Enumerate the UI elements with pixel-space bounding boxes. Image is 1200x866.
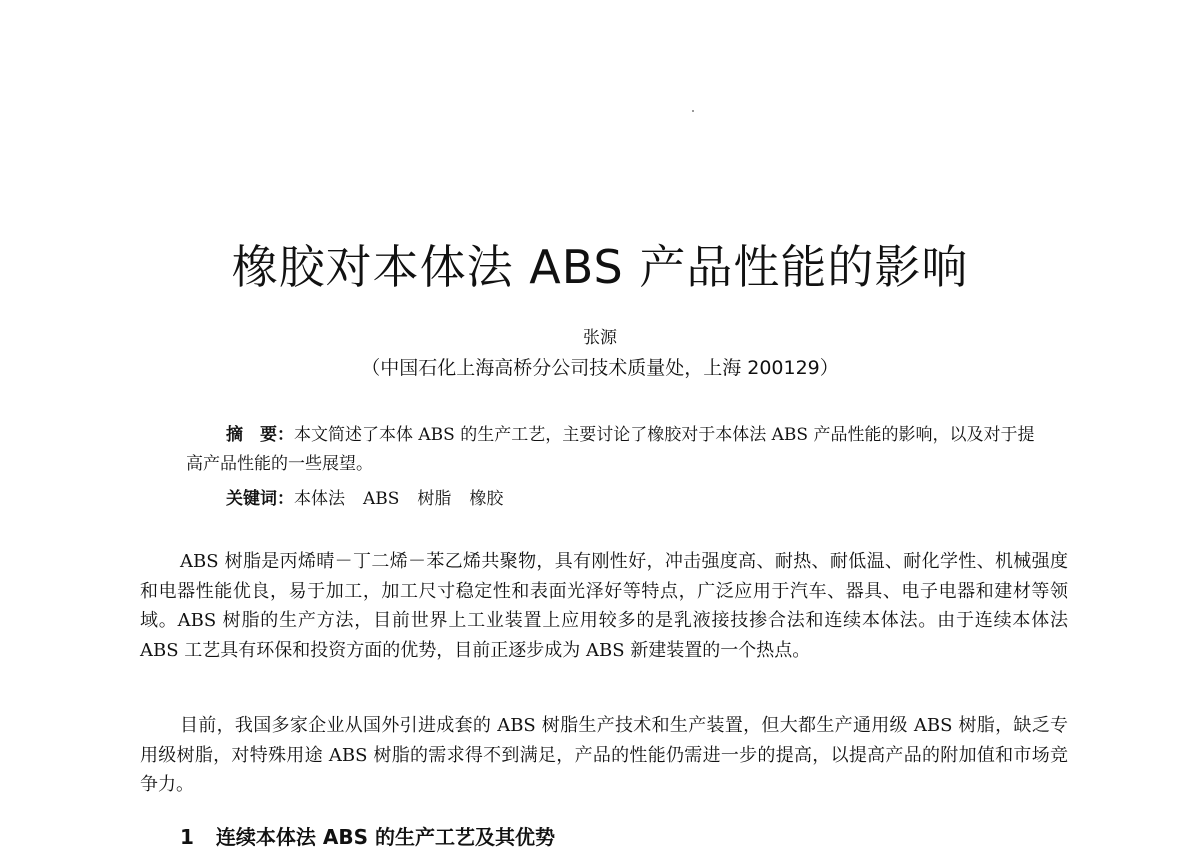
abstract-label: 摘 要： (226, 425, 294, 445)
author-affiliation: （中国石化上海高桥分公司技术质量处，上海 200129） (361, 357, 839, 379)
keyword-item: ABS (363, 489, 400, 509)
keyword-item: 本体法 (294, 489, 345, 509)
body-paragraph-2: 目前，我国多家企业从国外引进成套的 ABS 树脂生产技术和生产装置，但大都生产通用级 ABS 树脂，缺乏专用级树脂，对特殊用途 ABS 树脂的需求得不到满足，产品的性能仍需进一步的提高，以提高产品的附加值和市场竞争力。 (140, 715, 1068, 795)
keywords-label: 关键词： (226, 489, 294, 509)
keywords (226, 485, 1026, 514)
paper-title: 橡胶对本体法 ABS 产品性能的影响 (231, 240, 969, 294)
keyword-item: 树脂 (417, 489, 452, 509)
abstract (186, 421, 1038, 479)
body-paragraph-1: ABS 树脂是丙烯晴－丁二烯－苯乙烯共聚物，具有刚性好，冲击强度高、耐热、耐低温、耐化学性、机械强度和电器性能优良，易于加工，加工尺寸稳定性和表面光泽好等特点，广泛应用于汽车、器具、电子电器和建材等领域。ABS 树脂的生产方法，目前世界上工业装置上应用较多的是乳液接技掺合法和连续本体法。由于连续本体法 ABS 工艺具有环保和投资方面的优势，目前正逐步成为 ABS 新建装置的一个热点。 (140, 551, 1068, 661)
section-title: 连续本体法 ABS 的生产工艺及其优势 (215, 825, 555, 849)
abstract-text: 本文简述了本体 ABS 的生产工艺，主要讨论了橡胶对于本体法 ABS 产品性能的影响，以及对于提高产品性能的一些展望。 (186, 425, 1035, 474)
author-name: 张源 (583, 328, 617, 348)
section-heading (180, 822, 555, 852)
keyword-item: 橡胶 (469, 489, 504, 509)
section-number: 1 (180, 825, 194, 849)
scan-speck (692, 110, 694, 112)
